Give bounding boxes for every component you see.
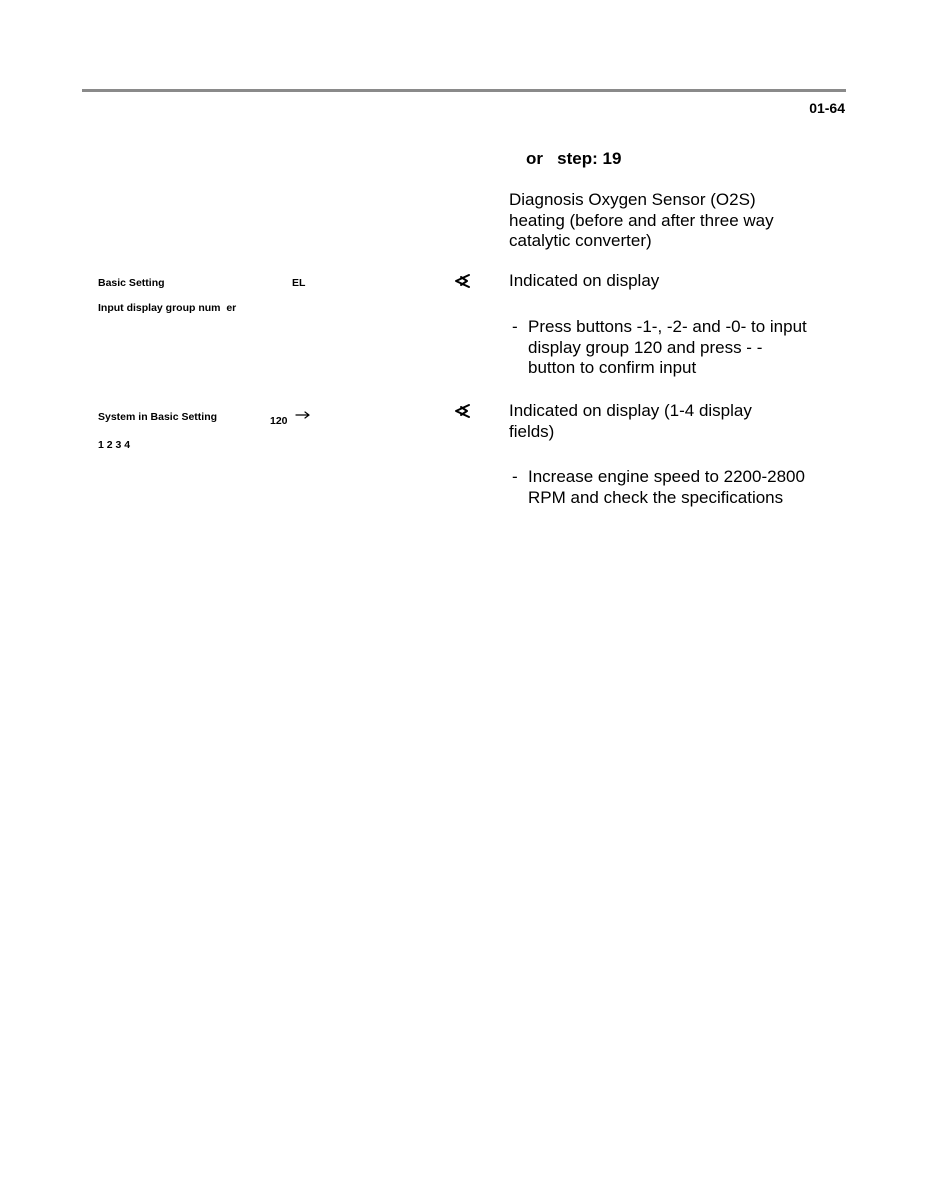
instruction-1-line: button to confirm input: [528, 358, 697, 377]
hand-pointer-icon: [453, 273, 471, 289]
display-1-input-prompt: Input display group num er: [98, 302, 237, 314]
instruction-1-line: Press buttons -1-, -2- and -0- to input: [528, 317, 807, 336]
step-description-line: heating (before and after three way: [509, 210, 774, 230]
instruction-1-line: display group 120 and press - -: [528, 337, 763, 357]
display-1-mode-label: Basic Setting: [98, 277, 165, 289]
display-2-mode-label: System in Basic Setting: [98, 411, 218, 423]
instruction-1-text: [528, 317, 807, 379]
step-heading: or step: 19: [526, 149, 622, 168]
instruction-2-text: [528, 467, 805, 508]
display-1-indicated-text: Indicated on display: [509, 271, 660, 290]
step-description-line: Diagnosis Oxygen Sensor (O2S): [509, 190, 756, 209]
display-2-fields-label: 1 2 3 4: [98, 439, 131, 451]
display-1-address-label: EL: [292, 277, 306, 289]
step-description-line: catalytic converter): [509, 231, 652, 250]
display-2-indicated-text: [509, 401, 752, 442]
instruction-2-line: RPM and check the specifications: [528, 487, 784, 507]
display-2-indicated-line: Indicated on display (1-4 display: [509, 401, 752, 420]
display-2-group-number: 120: [270, 415, 288, 427]
instruction-2-line: Increase engine speed to 2200-2800: [528, 467, 805, 486]
instruction-1-bullet: -: [512, 317, 518, 336]
display-2-indicated-line: fields): [509, 421, 555, 441]
header-rule: [82, 89, 846, 92]
hand-pointer-icon: [453, 403, 471, 419]
step-description: [509, 190, 774, 252]
instruction-2-bullet: -: [512, 467, 518, 486]
right-arrow-icon: [295, 410, 311, 420]
page-number: 01-64: [809, 100, 845, 116]
